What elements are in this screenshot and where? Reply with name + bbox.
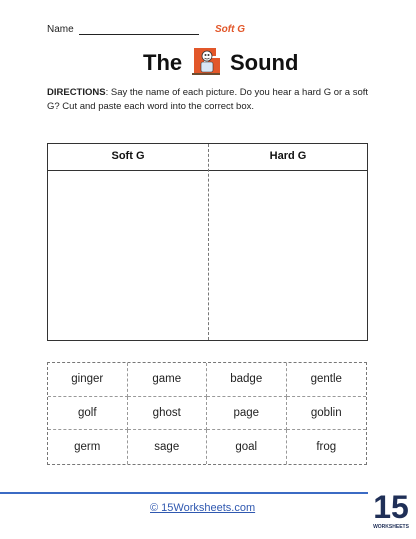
word-card[interactable]: golf xyxy=(48,397,128,431)
worksheets-logo xyxy=(372,482,410,532)
topic-tag: Soft G xyxy=(215,24,245,35)
logo-number: 15 xyxy=(373,489,409,525)
sorting-table xyxy=(47,143,368,341)
page-title xyxy=(0,50,416,86)
word-card[interactable]: goblin xyxy=(287,397,367,431)
name-blank-line[interactable] xyxy=(79,34,199,35)
word-card[interactable]: sage xyxy=(128,430,208,464)
word-card[interactable]: goal xyxy=(207,430,287,464)
word-card[interactable]: germ xyxy=(48,430,128,464)
word-card[interactable]: badge xyxy=(207,363,287,397)
name-row xyxy=(47,24,387,38)
footer-credit-link[interactable]: © 15Worksheets.com xyxy=(150,502,256,514)
word-card[interactable]: frog xyxy=(316,441,337,454)
directions-body: : Say the name of each picture. Do you hear a hard G or a soft G? Cut and paste each word into the correct box. xyxy=(47,87,369,112)
column-header-soft-g: Soft G xyxy=(111,150,145,162)
title-word-sound: Sound xyxy=(230,50,299,75)
directions-text xyxy=(47,86,377,114)
letter-g-character-icon xyxy=(188,44,224,78)
word-card[interactable]: page xyxy=(207,397,287,431)
word-card[interactable]: game xyxy=(128,363,208,397)
logo-word: WORKSHEETS xyxy=(373,524,409,530)
title-word-the: The xyxy=(143,50,183,75)
footer-divider xyxy=(0,492,368,494)
name-label: Name xyxy=(47,24,74,35)
word-cutout-grid xyxy=(47,362,367,465)
column-header-hard-g: Hard G xyxy=(269,150,307,162)
table-column-divider xyxy=(208,144,209,340)
word-card[interactable]: gentle xyxy=(287,363,367,397)
word-card[interactable]: ginger xyxy=(48,363,128,397)
word-card[interactable]: ghost xyxy=(128,397,208,431)
directions-lead: DIRECTIONS xyxy=(47,87,106,98)
